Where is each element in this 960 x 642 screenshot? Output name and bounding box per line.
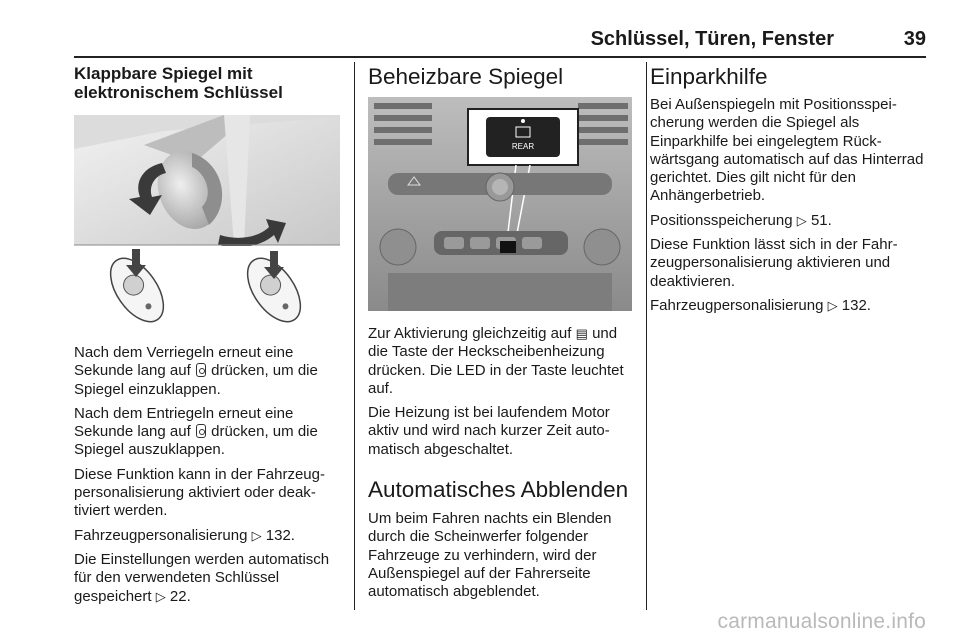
paragraph-personalisation-ref: Fahrzeugpersonalisierung ▷ 132. xyxy=(74,526,295,544)
mirror-key-figure xyxy=(74,115,340,332)
paragraph-auto-dimming: Um beim Fahren nachts ein Blenden durch die Scheinwerfer folgender Fahrzeuge zu verhindern, wird der Außenspiegel auf der Fahrerseite automatisch abgeblendet. xyxy=(368,510,612,601)
paragraph-parking-aid: Bei Außenspiegeln mit Positionsspeicherung werden die Spiegel als Einparkhilfe bei eingelegtem Rückwärtsgang automatisch auf das Hinterrad gerichtet. Dies gilt nicht für den Anhängerbetrieb. xyxy=(650,96,924,205)
column-divider-2 xyxy=(646,62,647,610)
paragraph-fold-after-lock: Nach dem Verriegeln erneut eine Sekunde lang auf drücken, um die Spiegel einzuklappen. xyxy=(74,344,318,398)
page-ref-arrow-icon: ▷ xyxy=(827,297,838,313)
header-rule xyxy=(74,56,926,58)
unlock-icon xyxy=(196,424,206,438)
paragraph-personalisation-ref: Fahrzeugpersonalisierung ▷ 132. xyxy=(650,296,871,314)
paragraph-personalisation-note: Diese Funktion lässt sich in der Fahrzeugpersonalisierung aktivieren und deaktivieren. xyxy=(650,236,898,290)
section-heading-parking-aid: Einparkhilfe xyxy=(650,64,768,89)
paragraph-unfold-after-unlock: Nach dem Entriegeln erneut eine Sekunde lang auf drücken, um die Spiegel auszuklappen. xyxy=(74,404,318,459)
paragraph-activation: Zur Aktivierung gleichzeitig auf ▤ und die Taste der Heckscheibenheizung drücken. Die LED in der Taste leuchtet auf. xyxy=(368,325,624,397)
column-2 xyxy=(368,64,632,608)
column-1 xyxy=(74,64,340,612)
section-heading-auto-dimming: Automatisches Abblenden xyxy=(368,477,629,503)
chapter-title: Schlüssel, Türen, Fenster xyxy=(590,28,834,50)
paragraph-heating-auto-off: Die Heizung ist bei laufendem Motor aktiv und wird nach kurzer Zeit automatisch abgeschaltet. xyxy=(368,404,610,458)
mirror-heating-icon: ▤ xyxy=(575,326,588,341)
heated-mirror-button-illustration xyxy=(368,97,632,311)
paragraph-key-memory: Die Einstellungen werden automatisch für den verwendeten Schlüssel gespeichert ▷ 22. xyxy=(74,550,330,605)
watermark: carmanualsonline.info xyxy=(717,610,926,633)
section-heading-folding-mirrors: Klappbare Spiegel mit elektronischem Schlüssel xyxy=(74,64,283,102)
page-ref-arrow-icon: ▷ xyxy=(155,588,166,604)
page-ref-arrow-icon: ▷ xyxy=(251,527,262,543)
lock-icon xyxy=(196,363,206,377)
page-ref-arrow-icon: ▷ xyxy=(796,212,807,228)
paragraph-position-memory-ref: Positionsspeicherung ▷ 51. xyxy=(650,211,832,229)
section-heading-heated-mirrors: Beheizbare Spiegel xyxy=(368,64,564,89)
console-figure xyxy=(368,97,632,311)
column-divider-1 xyxy=(354,62,355,610)
column-3 xyxy=(650,64,928,321)
mirror-fold-illustration xyxy=(74,115,340,332)
page-header xyxy=(74,22,926,52)
rear-button-label: REAR xyxy=(511,142,535,151)
page-number: 39 xyxy=(903,28,926,50)
paragraph-personalisation-note: Diese Funktion kann in der Fahrzeugpersonalisierung aktiviert oder deaktiviert werden. xyxy=(74,465,325,520)
